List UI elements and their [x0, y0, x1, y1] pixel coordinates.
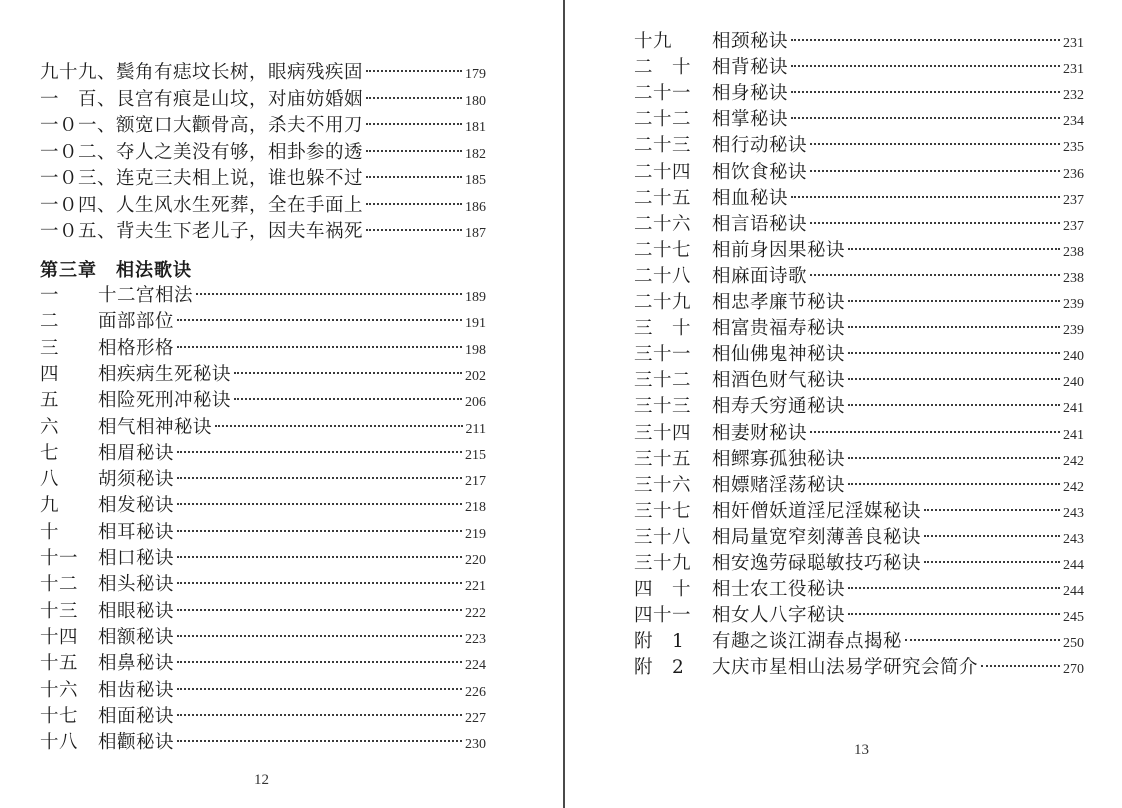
toc-entry-title: 相格形格 — [98, 337, 175, 359]
toc-entry-page: 244 — [1063, 584, 1084, 600]
toc-entry — [634, 575, 1084, 601]
toc-entry-title: 相眼秘诀 — [98, 600, 175, 622]
toc-entry-number: 一０二、 — [40, 141, 117, 163]
toc-entry-number: 九 — [40, 495, 60, 517]
toc-entry-title: 相言语秘诀 — [712, 213, 808, 235]
toc-entry-page: 224 — [465, 658, 486, 674]
toc-entry-title: 相齿秘诀 — [98, 679, 175, 701]
toc-entry-page: 241 — [1063, 401, 1084, 417]
toc-leader-dots — [924, 535, 1060, 537]
toc-entry — [634, 262, 1084, 288]
toc-leader-dots — [791, 117, 1060, 119]
toc-leader-dots — [810, 170, 1060, 172]
toc-entry-number: 四 — [40, 363, 60, 385]
toc-entry — [634, 288, 1084, 314]
toc-entry-page: 234 — [1063, 114, 1084, 130]
toc-entry-page: 243 — [1063, 531, 1084, 547]
toc-entry-number: 三十九 — [634, 553, 692, 574]
toc-entry-number: 一０一、 — [40, 115, 117, 136]
right-page — [568, 0, 1122, 808]
toc-entry-number: 三十四 — [634, 422, 692, 444]
toc-entry-page: 182 — [465, 146, 486, 162]
toc-entry — [40, 413, 486, 439]
toc-entry — [40, 281, 486, 307]
toc-entry-number: 十八 — [40, 732, 79, 754]
toc-entry — [634, 419, 1084, 445]
toc-entry-page: 227 — [465, 710, 486, 726]
toc-entry-number: 三十六 — [634, 474, 692, 496]
toc-leader-dots — [177, 503, 462, 505]
toc-entry-page: 185 — [465, 173, 486, 188]
toc-entry-page: 232 — [1063, 88, 1084, 104]
toc-entry-title: 相行动秘诀 — [712, 135, 808, 157]
toc-entry-page: 240 — [1063, 375, 1084, 391]
toc-leader-dots — [177, 451, 462, 453]
toc-entry-title: 相身秘诀 — [712, 83, 789, 105]
toc-entry-page: 242 — [1063, 479, 1084, 495]
toc-entry-title: 相前身因果秘诀 — [712, 239, 846, 261]
toc-entry-title: 相面秘诀 — [98, 705, 175, 727]
toc-entry-title: 相奸僧妖道淫尼淫媒秘诀 — [712, 500, 922, 522]
toc-entry-number: 附 2 — [634, 657, 685, 679]
toc-leader-dots — [366, 229, 462, 231]
toc-leader-dots — [177, 740, 462, 742]
toc-leader-dots — [177, 635, 462, 637]
toc-entry — [40, 334, 486, 360]
toc-entry-page: 270 — [1063, 662, 1084, 678]
toc-entry — [634, 105, 1084, 131]
toc-entry — [634, 27, 1084, 53]
toc-leader-dots — [366, 123, 462, 125]
toc-leader-dots — [366, 176, 462, 178]
toc-entry-title: 相鼻秘诀 — [98, 653, 175, 675]
toc-leader-dots — [177, 609, 462, 611]
toc-entry-page: 219 — [465, 526, 486, 542]
toc-entry-title: 相背秘诀 — [712, 57, 789, 79]
toc-entry-page: 206 — [465, 395, 486, 411]
toc-entry-number: 一 — [40, 285, 60, 306]
toc-entry-title: 人生风水生死葬，全在手面上 — [116, 194, 364, 216]
toc-entry-number: 二十二 — [634, 109, 692, 131]
toc-leader-dots — [848, 300, 1060, 302]
toc-leader-dots — [791, 39, 1060, 41]
page-number: 12 — [254, 772, 269, 788]
toc-entry-page: 198 — [465, 342, 486, 358]
toc-entry-number: 三 — [40, 337, 60, 359]
toc-entry — [40, 570, 486, 596]
toc-entry-title: 相饮食秘诀 — [712, 161, 808, 183]
toc-entry-page: 221 — [465, 579, 486, 595]
toc-entry-title: 相富贵福寿秘诀 — [712, 318, 846, 340]
toc-entry-number: 三十八 — [634, 526, 692, 548]
book-gutter — [563, 0, 565, 808]
toc-entry — [634, 158, 1084, 184]
toc-entry — [40, 58, 486, 84]
toc-entry — [40, 649, 486, 675]
toc-entry — [40, 85, 486, 111]
toc-entry-title: 相掌秘诀 — [712, 109, 789, 131]
toc-leader-dots — [791, 91, 1060, 93]
toc-entry-title: 相耳秘诀 — [98, 521, 175, 543]
toc-entry-number: 十三 — [40, 600, 79, 622]
toc-entry — [40, 386, 486, 412]
toc-entry — [40, 191, 486, 217]
toc-entry-page: 202 — [465, 368, 486, 384]
toc-entry-page: 179 — [465, 67, 486, 82]
toc-entry — [40, 491, 486, 517]
toc-entry — [40, 465, 486, 491]
toc-entry — [634, 314, 1084, 340]
toc-entry — [634, 79, 1084, 105]
toc-entry-page: 222 — [465, 605, 486, 621]
toc-entry-page: 245 — [1063, 610, 1084, 626]
toc-entry-page: 186 — [465, 199, 486, 215]
toc-entry — [40, 676, 486, 702]
toc-leader-dots — [215, 425, 463, 427]
toc-leader-dots — [177, 319, 462, 321]
toc-entry — [40, 217, 486, 243]
toc-leader-dots — [234, 398, 462, 400]
toc-entry-title: 相血秘诀 — [712, 187, 789, 209]
toc-entry-number: 二十六 — [634, 213, 692, 235]
toc-entry — [634, 497, 1084, 523]
toc-entry-number: 十七 — [40, 705, 79, 727]
toc-entry-number: 一 百、 — [40, 88, 117, 110]
toc-leader-dots — [924, 561, 1060, 563]
toc-leader-dots — [848, 248, 1060, 250]
toc-entry-title: 相局量宽窄刻薄善良秘诀 — [712, 526, 922, 548]
toc-entry-title: 相安逸劳碌聪敏技巧秘诀 — [712, 553, 922, 574]
page-number: 13 — [854, 742, 869, 758]
toc-entry-number: 二十五 — [634, 187, 692, 209]
toc-entry-number: 六 — [40, 416, 60, 438]
toc-entry-page: 239 — [1063, 323, 1084, 339]
toc-entry-title: 相鳏寡孤独秘诀 — [712, 448, 846, 470]
toc-entry — [634, 523, 1084, 549]
toc-entry-title: 相麻面诗歌 — [712, 265, 808, 287]
toc-entry-title: 面部部位 — [98, 311, 175, 333]
toc-entry-title: 有趣之谈江湖春点揭秘 — [712, 631, 903, 653]
toc-entry-number: 十四 — [40, 626, 79, 648]
toc-entry-number: 二十三 — [634, 135, 692, 157]
toc-entry-number: 二十四 — [634, 161, 692, 183]
toc-entry-number: 三十二 — [634, 370, 692, 392]
toc-entry — [40, 597, 486, 623]
toc-entry-title: 十二宫相法 — [98, 285, 194, 306]
toc-entry-number: 四十一 — [634, 605, 692, 627]
toc-entry-number: 三十三 — [634, 396, 692, 418]
toc-entry — [634, 53, 1084, 79]
toc-entry-page: 181 — [465, 120, 486, 135]
toc-entry-title: 鬓角有痣坟长树，眼病残疾固 — [116, 62, 364, 83]
toc-leader-dots — [791, 65, 1060, 67]
toc-entry — [40, 138, 486, 164]
toc-entry-title: 相额秘诀 — [98, 626, 175, 648]
toc-leader-dots — [177, 688, 462, 690]
toc-entry-title: 相发秘诀 — [98, 495, 175, 517]
toc-leader-dots — [234, 372, 462, 374]
toc-leader-dots — [848, 404, 1060, 406]
toc-entry-number: 二 — [40, 311, 60, 333]
toc-entry — [40, 307, 486, 333]
toc-entry-number: 十五 — [40, 653, 79, 675]
toc-entry-page: 215 — [465, 447, 486, 463]
toc-entry-number: 三十一 — [634, 344, 692, 366]
toc-entry-title: 相疾病生死秘诀 — [98, 363, 232, 385]
toc-entry — [634, 392, 1084, 418]
toc-entry-number: 附 1 — [634, 631, 685, 653]
toc-entry-title: 相险死刑冲秘诀 — [98, 390, 232, 412]
toc-entry-title: 夺人之美没有够，相卦参的透 — [116, 141, 364, 163]
toc-entry-number: 十六 — [40, 679, 79, 701]
toc-entry-title: 相颈秘诀 — [712, 31, 789, 52]
toc-entry-title: 相嫖赌淫荡秘诀 — [712, 474, 846, 496]
toc-entry — [40, 439, 486, 465]
toc-leader-dots — [177, 661, 462, 663]
toc-leader-dots — [177, 346, 462, 348]
toc-entry-number: 五 — [40, 390, 60, 412]
toc-entry-title: 相女人八字秘诀 — [712, 605, 846, 627]
toc-entry-page: 236 — [1063, 166, 1084, 182]
toc-leader-dots — [177, 556, 462, 558]
toc-entry-page: 241 — [1063, 427, 1084, 443]
toc-entry-title: 背夫生下老儿子，因夫车祸死 — [116, 221, 364, 242]
toc-entry-number: 十二 — [40, 574, 79, 596]
toc-leader-dots — [791, 196, 1060, 198]
toc-entry-page: 231 — [1063, 62, 1084, 78]
toc-entry-title: 相酒色财气秘诀 — [712, 370, 846, 392]
toc-entry-number: 十一 — [40, 548, 79, 569]
toc-entry-title: 连克三夫相上说，谁也躲不过 — [116, 168, 364, 189]
toc-entry-page: 180 — [465, 93, 486, 109]
toc-entry-page: 230 — [465, 737, 486, 753]
toc-leader-dots — [848, 613, 1060, 615]
toc-entry — [634, 340, 1084, 366]
toc-entry-page: 223 — [465, 631, 486, 647]
toc-entry-number: 四 十 — [634, 579, 692, 601]
toc-leader-dots — [810, 431, 1060, 433]
toc-entry-title: 大庆市星相山法易学研究会简介 — [712, 657, 979, 679]
toc-entry-title: 胡须秘诀 — [98, 469, 175, 491]
toc-entry — [40, 164, 486, 190]
toc-entry-title: 相口秘诀 — [98, 548, 175, 569]
toc-entry — [634, 627, 1084, 653]
left-page — [0, 0, 560, 808]
toc-leader-dots — [810, 274, 1060, 276]
toc-entry-number: 一０四、 — [40, 194, 117, 216]
toc-leader-dots — [177, 477, 462, 479]
toc-entry-page: 231 — [1063, 36, 1084, 51]
toc-entry-page: 189 — [465, 290, 486, 305]
toc-entry — [634, 549, 1084, 575]
toc-entry-title: 相头秘诀 — [98, 574, 175, 596]
toc-leader-dots — [177, 530, 462, 532]
toc-entry-title: 相眉秘诀 — [98, 442, 175, 464]
toc-entry-page: 218 — [465, 500, 486, 516]
toc-entry — [40, 360, 486, 386]
toc-leader-dots — [810, 222, 1060, 224]
toc-entry-page: 237 — [1063, 192, 1084, 208]
toc-leader-dots — [366, 70, 462, 72]
toc-entry — [634, 445, 1084, 471]
toc-entry — [634, 210, 1084, 236]
toc-entry — [40, 518, 486, 544]
toc-entry-title: 相妻财秘诀 — [712, 422, 808, 444]
toc-entry — [634, 653, 1084, 679]
toc-entry-number: 一０三、 — [40, 168, 117, 189]
toc-entry-number: 二十八 — [634, 265, 692, 287]
toc-entry-number: 三 十 — [634, 318, 692, 340]
toc-leader-dots — [981, 665, 1060, 667]
toc-leader-dots — [848, 483, 1060, 485]
toc-entry-title: 相士农工役秘诀 — [712, 579, 846, 601]
toc-leader-dots — [366, 203, 462, 205]
toc-leader-dots — [810, 143, 1060, 145]
toc-entry-page: 187 — [465, 226, 486, 241]
toc-entry — [40, 702, 486, 728]
toc-leader-dots — [366, 150, 462, 152]
toc-entry — [634, 366, 1084, 392]
toc-entry-title: 相仙佛鬼神秘诀 — [712, 344, 846, 366]
toc-entry-number: 一０五、 — [40, 221, 117, 242]
toc-leader-dots — [848, 457, 1060, 459]
toc-leader-dots — [177, 582, 462, 584]
toc-entry-number: 二十九 — [634, 292, 692, 313]
toc-entry-page: 220 — [465, 553, 486, 568]
toc-entry-page: 250 — [1063, 636, 1084, 652]
toc-entry-page: 242 — [1063, 453, 1084, 469]
toc-entry-number: 九十九、 — [40, 62, 117, 83]
toc-leader-dots — [905, 639, 1060, 641]
toc-entry-number: 七 — [40, 442, 60, 464]
chapter-heading: 第三章 相法歌诀 — [40, 260, 192, 281]
toc-entry — [40, 111, 486, 137]
toc-entry-number: 十 — [40, 521, 60, 543]
toc-leader-dots — [848, 587, 1060, 589]
toc-entry — [634, 236, 1084, 262]
toc-leader-dots — [848, 352, 1060, 354]
toc-leader-dots — [366, 97, 462, 99]
toc-entry-number: 十九 — [634, 31, 673, 52]
toc-entry-page: 244 — [1063, 558, 1084, 573]
toc-entry-title: 艮宫有痕是山坟，对庙妨婚姻 — [116, 88, 364, 110]
toc-entry — [634, 184, 1084, 210]
toc-entry — [40, 544, 486, 570]
toc-entry-number: 二十七 — [634, 239, 692, 261]
toc-leader-dots — [848, 326, 1060, 328]
toc-entry-title: 相寿夭穷通秘诀 — [712, 396, 846, 418]
toc-leader-dots — [848, 378, 1060, 380]
toc-entry-number: 三十五 — [634, 448, 692, 470]
toc-entry-page: 239 — [1063, 297, 1084, 312]
toc-entry-title: 相颧秘诀 — [98, 732, 175, 754]
toc-entry-page: 238 — [1063, 270, 1084, 286]
toc-entry-page: 226 — [465, 684, 486, 700]
toc-entry-number: 八 — [40, 469, 60, 491]
toc-entry-title: 相忠孝廉节秘诀 — [712, 292, 846, 313]
toc-leader-dots — [177, 714, 462, 716]
toc-leader-dots — [924, 509, 1060, 511]
toc-entry-title: 相气相神秘诀 — [98, 416, 213, 438]
toc-entry-number: 二 十 — [634, 57, 692, 79]
toc-entry — [634, 131, 1084, 157]
toc-entry — [634, 471, 1084, 497]
toc-entry-page: 217 — [465, 474, 486, 490]
toc-entry — [40, 728, 486, 754]
toc-entry-page: 235 — [1063, 140, 1084, 156]
toc-entry-page: 238 — [1063, 244, 1084, 260]
toc-entry-page: 237 — [1063, 218, 1084, 234]
toc-entry — [634, 601, 1084, 627]
toc-entry-page: 211 — [465, 421, 486, 437]
toc-entry — [40, 623, 486, 649]
toc-entry-title: 额宽口大颧骨高，杀夫不用刀 — [116, 115, 364, 136]
toc-entry-number: 三十七 — [634, 500, 692, 522]
toc-leader-dots — [196, 293, 462, 295]
toc-entry-page: 243 — [1063, 505, 1084, 521]
toc-entry-page: 191 — [465, 316, 486, 332]
toc-entry-number: 二十一 — [634, 83, 692, 105]
toc-entry-page: 240 — [1063, 349, 1084, 365]
